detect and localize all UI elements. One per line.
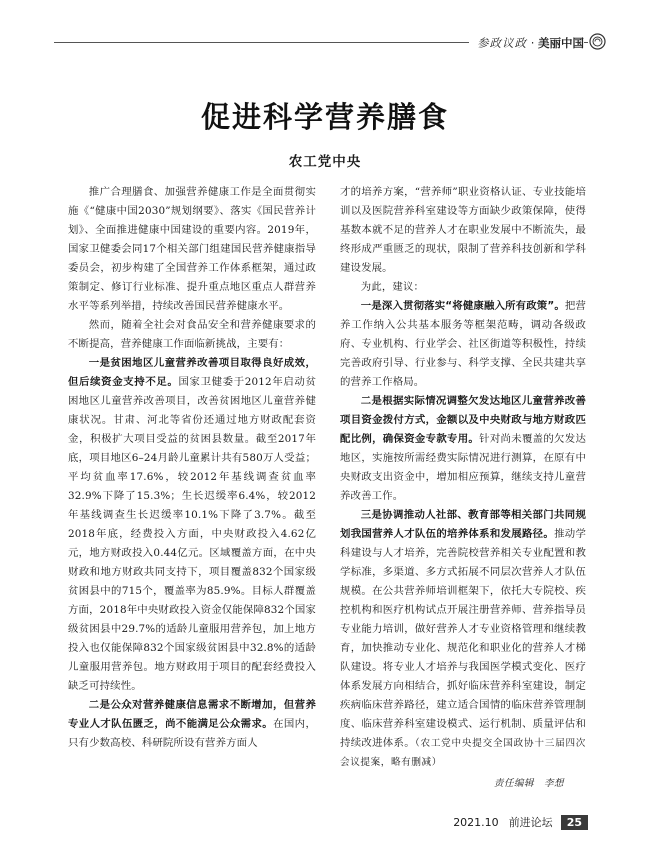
suggestion-2-body: 针对尚未覆盖的欠发达地区，实施按所需经费实际情况进行测算，在原有中央财政支出资金中，增加相应预算，继续支持儿童营养改善工作。 (340, 433, 587, 502)
journal-name: 前进论坛 (508, 816, 553, 829)
running-header (0, 30, 650, 56)
page-number: 25 (561, 815, 588, 830)
section-name: 参政议政 (477, 36, 528, 50)
header-separator: · (530, 36, 535, 50)
suggestion-2-paragraph (340, 392, 586, 506)
challenge-1-body: 国家卫健委于2012年启动贫困地区儿童营养改善项目，改善贫困地区儿童营养健康状况。甘肃、河北等省份还通过地方财政配套资金，积极扩大项目受益的贫困县数量。截至2017年底，项目地区6–24月龄儿童累计共有580万人受益；平均贫血率17.6%，较2012年基线调查贫血率32.9%下降了15.3%；生长迟缓率6.4%，较2012年基线调查生长迟缓率10.1%下降了3.7%。截至2018年底，经费投入方面，中央财政投入4.62亿元，地方财政投入0.44亿元。区域覆盖方面，在中央财政和地方财政共同支持下，项目覆盖832个国家级贫困县中的715个，覆盖率为85.9%。目标人群覆盖方面，2018年中央财政投入资金仅能保障832个国家级贫困县中29.7%的适龄儿童服用营养包，加上地方投入也仅能保障832个国家级贫困县中32.8%的适龄儿童服用营养包。地方财政用于项目的配套经费投入缺乏可持续性。 (68, 376, 317, 692)
suggestion-1-paragraph (340, 297, 586, 392)
intro-paragraph: 推广合理膳食、加强营养健康工作是全面贯彻实施《“健康中国2030”规划纲要》、落实《国民营养计划》、全面推进健康中国建设的重要内容。2019年，国家卫健委会同17个相关部门组建国民营养健康指导委员会，初步构建了全国营养工作体系框架，通过政策制定、修订行业标准、提升重点地区重点人群营养水平等系列举措，持续改善国民营养健康水平。 (68, 186, 316, 312)
challenge-1-lead: 一是贫困地区儿童营养改善项目取得良好成效，但后续资金支持不足。 (68, 357, 316, 388)
page-footer (453, 813, 588, 831)
source-note: （农工党中央提交全国政协十三届四次会议提案，略有删减） (340, 738, 586, 768)
challenge-intro-paragraph: 然而，随着全社会对食品安全和营养健康要求的不断提高，营养健康工作面临新挑战，主要有： (68, 319, 316, 350)
left-column (68, 183, 316, 753)
article-author: 农工党中央 (288, 154, 362, 170)
challenge-2-body: 在国内，只有少数高校、科研院所设有营养方面人 (68, 718, 316, 749)
article-title: 促进科学营养膳食 (200, 100, 449, 134)
suggestion-3-body: 推动学科建设与人才培养，完善院校营养相关专业配置和教学标准，多渠道、多方式拓展不同层次营养人才队伍规模。在公共营养师培训框架下，依托大专院校、疾控机构和医疗机构试点开展注册营养师、营养指导员专业能力培训，做好营养人才专业资格管理和继续教育，加快推动专业化、规范化和职业化的营养人才梯队建设。将专业人才培养与我国医学模式变化、医疗体系发展方向相结合，抓好临床营养科室建设，制定疾病临床营养路径，建立适合国情的临床营养管理制度、临床营养科室建设模式、运行机制、质量评估和持续改进体系。 (340, 528, 587, 749)
challenge-1-paragraph (68, 354, 316, 696)
right-column (340, 183, 586, 793)
responsible-editor: 责任编辑 李想 (493, 778, 564, 789)
suggestion-3-paragraph (340, 506, 586, 772)
column-logo-icon (589, 33, 606, 50)
brand-name: 美丽中国 (538, 36, 584, 50)
suggestion-3-lead: 三是协调推动人社部、教育部等相关部门共同规划我国营养人才队伍的培养体系和发展路径。 (340, 509, 586, 540)
header-section-label (469, 35, 584, 51)
suggestion-1-body: 把营养工作纳入公共基本服务等框架范畴，调动各级政府、专业机构、行业学会、社区街道等积极性，持续完善政府引导、行业参与、科学支撑、全民共建共享的营养工作格局。 (340, 300, 586, 388)
issue-date: 2021.10 (453, 815, 499, 829)
challenge-2-lead: 二是公众对营养健康信息需求不断增加，但营养专业人才队伍匮乏，尚不能满足公众需求。 (68, 699, 316, 730)
continued-paragraph: 才的培养方案，“营养师”职业资格认证、专业技能培训以及医院营养科室建设等方面缺少政策保障，使得基数本就不足的营养人才在职业发展中不断流失，最终形成严重匮乏的现状，限制了营养科技创新和学科建设发展。 (340, 186, 586, 274)
suggestion-1-lead: 一是深入贯彻落实“将健康融入所有政策”。 (360, 300, 565, 312)
challenge-2-paragraph (68, 696, 316, 753)
suggestion-intro: 为此，建议： (360, 281, 425, 293)
suggestion-2-lead: 二是根据实际情况调整欠发达地区儿童营养改善项目资金拨付方式，金额以及中央财政与地方财政匹配比例，确保资金专款专用。 (340, 395, 586, 445)
